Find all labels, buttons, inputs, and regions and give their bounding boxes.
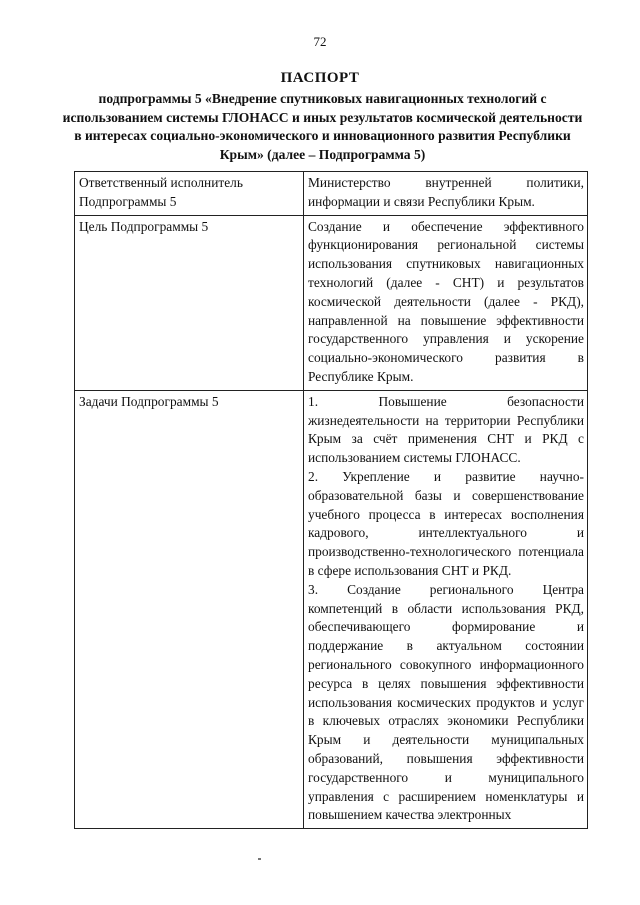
row-value: Создание и обеспечение эффективного функционирования региональной системы использования спутниковых навигационных технологий (далее - СНТ) и результатов космической деятельности (далее - РКД), направленной на повышение эффективности государственного управления и ускорение социально-экономического развития в Республике Крым. <box>304 215 588 390</box>
table-row <box>75 390 588 828</box>
scan-artifact <box>258 858 261 860</box>
row-label: Ответственный исполнитель Подпрограммы 5 <box>75 172 304 216</box>
task-item: 1. Повышение безопасности жизнедеятельности на территории Республики Крым за счёт применения СНТ и РКД с использованием системы ГЛОНАСС. <box>308 393 584 466</box>
row-label: Задачи Подпрограммы 5 <box>75 390 304 828</box>
page-title: ПАСПОРТ <box>280 70 360 86</box>
table-row <box>75 172 588 216</box>
table-row <box>75 215 588 390</box>
row-label: Цель Подпрограммы 5 <box>75 215 304 390</box>
row-value: Министерство внутренней политики, информации и связи Республики Крым. <box>304 172 588 216</box>
subtitle: подпрограммы 5 «Внедрение спутниковых навигационных технологий с использованием системы ГЛОНАСС и иных результатов космической деятельности в интересах социально-экономического и инновационного развития Республики Крым» (далее – Подпрограмма 5) <box>62 91 583 162</box>
task-item: 3. Создание регионального Центра компетенций в области использования РКД, обеспечивающего формирование и поддержание в актуальном состоянии регионального совокупного информационного ресурса в целях повышения эффективности использования космических продуктов и услуг в ключевых отраслях экономики Республики Крым и деятельности муниципальных образований, повышения эффективности государственного и муниципального управления с расширением номенклатуры и повышением качества электронных <box>308 581 584 823</box>
page-number: 72 <box>313 34 327 49</box>
passport-table <box>74 171 588 829</box>
task-item: 2. Укрепление и развитие научно-образовательной базы и совершенствование учебного процесса в интересах восполнения кадрового, интеллектуального и производственно-технологического потенциала в сфере использования СНТ и РКД. <box>308 468 584 578</box>
row-value-tasks <box>304 390 588 828</box>
